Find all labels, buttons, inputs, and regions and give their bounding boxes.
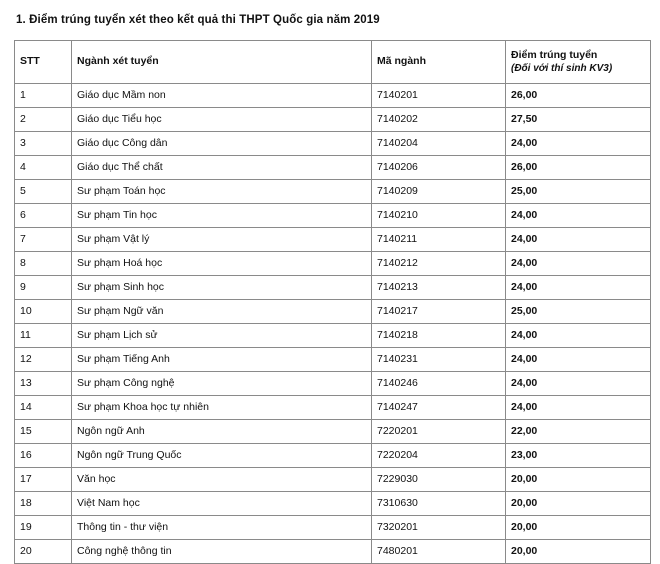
cell-major: Sư phạm Tin học [72, 204, 372, 228]
cell-stt: 3 [15, 132, 72, 156]
column-header-stt: STT [15, 41, 72, 84]
table-row [15, 540, 651, 564]
table-row [15, 132, 651, 156]
table-row [15, 516, 651, 540]
table-row [15, 444, 651, 468]
cell-code: 7140213 [372, 276, 506, 300]
cell-code: 7229030 [372, 468, 506, 492]
table-row [15, 252, 651, 276]
cell-code: 7310630 [372, 492, 506, 516]
cell-score: 24,00 [506, 324, 651, 348]
cell-score: 22,00 [506, 420, 651, 444]
cell-stt: 20 [15, 540, 72, 564]
cell-stt: 2 [15, 108, 72, 132]
table-header-row [15, 41, 651, 84]
table-row [15, 276, 651, 300]
cell-code: 7140217 [372, 300, 506, 324]
cell-stt: 8 [15, 252, 72, 276]
table-row [15, 228, 651, 252]
cell-stt: 13 [15, 372, 72, 396]
table-row [15, 108, 651, 132]
cell-score: 24,00 [506, 252, 651, 276]
cell-major: Sư phạm Công nghệ [72, 372, 372, 396]
cell-major: Giáo dục Công dân [72, 132, 372, 156]
table-row [15, 348, 651, 372]
page-title: 1. Điểm trúng tuyển xét theo kết quả thi THPT Quốc gia năm 2019 [16, 14, 380, 26]
table-row [15, 396, 651, 420]
cell-score: 20,00 [506, 516, 651, 540]
cell-code: 7480201 [372, 540, 506, 564]
cell-score: 26,00 [506, 84, 651, 108]
cell-stt: 15 [15, 420, 72, 444]
column-header-score-sub: (Đối với thí sinh KV3) [511, 63, 613, 75]
cell-score: 27,50 [506, 108, 651, 132]
cell-code: 7140201 [372, 84, 506, 108]
cell-code: 7140204 [372, 132, 506, 156]
cell-major: Giáo dục Mầm non [72, 84, 372, 108]
cell-score: 24,00 [506, 276, 651, 300]
cell-stt: 19 [15, 516, 72, 540]
cell-score: 25,00 [506, 300, 651, 324]
cell-code: 7140247 [372, 396, 506, 420]
cell-score: 23,00 [506, 444, 651, 468]
cell-code: 7140206 [372, 156, 506, 180]
cell-code: 7140212 [372, 252, 506, 276]
column-header-code: Mã ngành [372, 41, 506, 84]
cell-stt: 7 [15, 228, 72, 252]
table-row [15, 420, 651, 444]
cell-stt: 18 [15, 492, 72, 516]
cell-code: 7140211 [372, 228, 506, 252]
cell-stt: 10 [15, 300, 72, 324]
cell-score: 20,00 [506, 492, 651, 516]
table-body [15, 84, 651, 564]
cell-major: Sư phạm Khoa học tự nhiên [72, 396, 372, 420]
cell-major: Giáo dục Tiểu học [72, 108, 372, 132]
cell-stt: 4 [15, 156, 72, 180]
column-header-score-main: Điểm trúng tuyển [511, 48, 598, 61]
admission-score-table [14, 40, 651, 564]
cell-major: Việt Nam học [72, 492, 372, 516]
cell-score: 25,00 [506, 180, 651, 204]
cell-stt: 14 [15, 396, 72, 420]
cell-major: Sư phạm Hoá học [72, 252, 372, 276]
cell-stt: 9 [15, 276, 72, 300]
cell-code: 7140202 [372, 108, 506, 132]
cell-major: Giáo dục Thể chất [72, 156, 372, 180]
cell-code: 7320201 [372, 516, 506, 540]
cell-major: Sư phạm Sinh học [72, 276, 372, 300]
table-row [15, 324, 651, 348]
cell-code: 7220201 [372, 420, 506, 444]
cell-major: Sư phạm Toán học [72, 180, 372, 204]
cell-code: 7140209 [372, 180, 506, 204]
cell-major: Ngôn ngữ Anh [72, 420, 372, 444]
cell-major: Sư phạm Lịch sử [72, 324, 372, 348]
cell-score: 24,00 [506, 204, 651, 228]
table-row [15, 204, 651, 228]
cell-major: Sư phạm Ngữ văn [72, 300, 372, 324]
cell-score: 24,00 [506, 348, 651, 372]
table-row [15, 84, 651, 108]
table-row [15, 492, 651, 516]
table-row [15, 468, 651, 492]
cell-code: 7220204 [372, 444, 506, 468]
table-row [15, 300, 651, 324]
cell-code: 7140210 [372, 204, 506, 228]
cell-score: 24,00 [506, 396, 651, 420]
table-header [15, 41, 651, 84]
cell-stt: 12 [15, 348, 72, 372]
column-header-score [506, 41, 651, 84]
cell-major: Sư phạm Vật lý [72, 228, 372, 252]
cell-stt: 16 [15, 444, 72, 468]
cell-stt: 11 [15, 324, 72, 348]
cell-code: 7140231 [372, 348, 506, 372]
cell-major: Thông tin - thư viện [72, 516, 372, 540]
cell-score: 24,00 [506, 132, 651, 156]
cell-major: Văn học [72, 468, 372, 492]
cell-score: 20,00 [506, 468, 651, 492]
table-row [15, 156, 651, 180]
cell-stt: 17 [15, 468, 72, 492]
cell-code: 7140218 [372, 324, 506, 348]
cell-major: Công nghệ thông tin [72, 540, 372, 564]
cell-score: 24,00 [506, 228, 651, 252]
cell-major: Ngôn ngữ Trung Quốc [72, 444, 372, 468]
cell-stt: 1 [15, 84, 72, 108]
cell-score: 20,00 [506, 540, 651, 564]
column-header-major: Ngành xét tuyển [72, 41, 372, 84]
cell-stt: 6 [15, 204, 72, 228]
cell-score: 24,00 [506, 372, 651, 396]
cell-major: Sư phạm Tiếng Anh [72, 348, 372, 372]
table-row [15, 180, 651, 204]
cell-stt: 5 [15, 180, 72, 204]
cell-score: 26,00 [506, 156, 651, 180]
cell-code: 7140246 [372, 372, 506, 396]
table-row [15, 372, 651, 396]
